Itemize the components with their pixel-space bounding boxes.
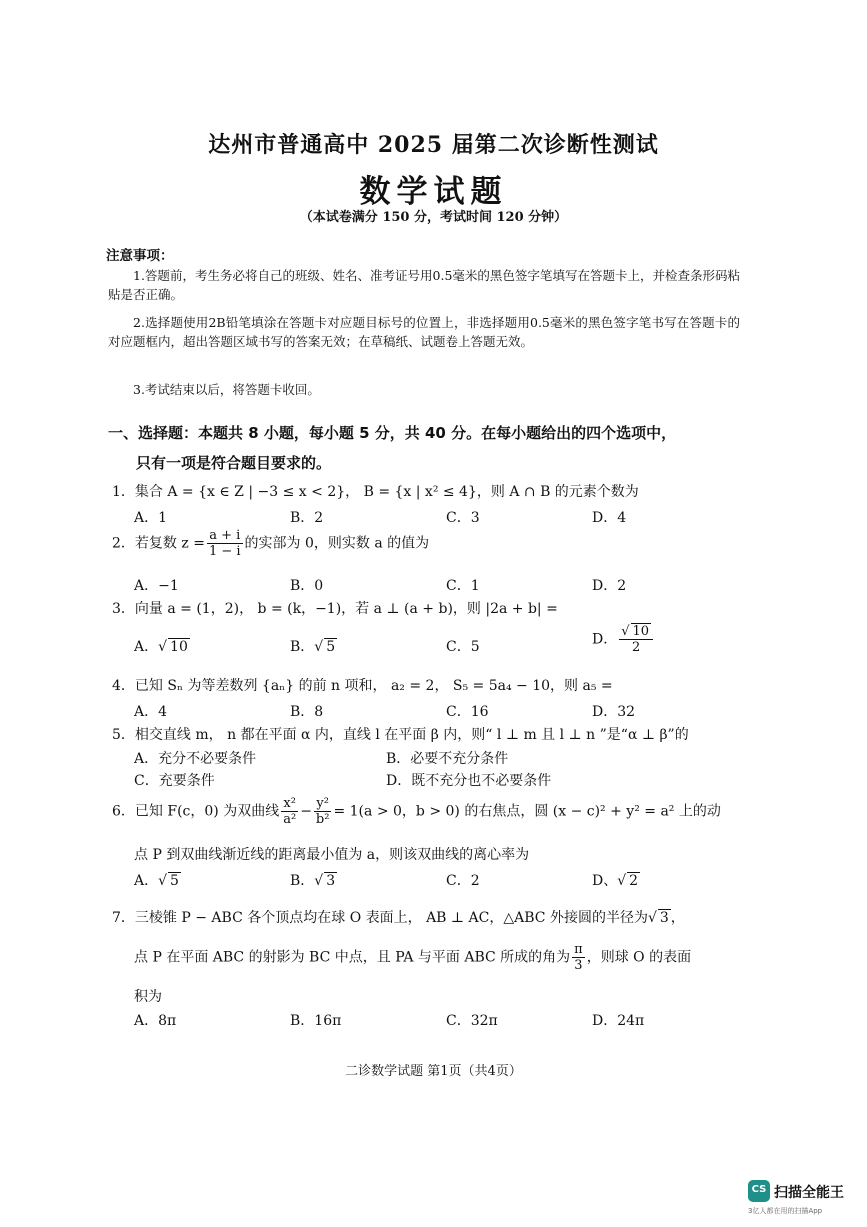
option-d: D．既不充分也不必要条件 [386, 773, 552, 789]
option-c: C．充要条件 [134, 773, 215, 789]
option-a: A．√ 5 [134, 873, 179, 889]
option-b: B．8 [290, 704, 324, 720]
fraction [619, 624, 653, 655]
subject-title: 数学试题 [359, 174, 508, 210]
option-label: D、 [592, 873, 618, 889]
watermark-name: 扫描全能王 [774, 1185, 844, 1201]
option-d: D．4 [592, 510, 627, 526]
option-a: A．√ 10 [134, 639, 188, 655]
option-c: C．32π [446, 1013, 498, 1029]
question-text: 点 P 在平面 ABC 的射影为 BC 中点，且 PA 与平面 ABC 所成的角为 [134, 949, 571, 966]
option-label: B． [290, 873, 315, 889]
fraction-denominator: a² [283, 812, 297, 827]
question-text: 已知 F(c，0) 为双曲线 [134, 803, 280, 820]
option-label: A． [134, 873, 159, 889]
page-footer: 二诊数学试题 第1页（共4页） [345, 1064, 522, 1079]
question-text: 集合 A = {x ∈ Z | −3 ≤ x < 2}， B = {x | x² ≤ 4}，则 A ∩ B 的元素个数为 [134, 484, 639, 500]
fraction-denominator: 2 [632, 640, 641, 655]
logo-icon-text: CS [751, 1184, 767, 1195]
option-label: D． [592, 631, 618, 648]
option-a: A．−1 [134, 578, 179, 594]
exam-subtitle: （本试卷满分 150 分，考试时间 120 分钟） [299, 210, 568, 225]
fraction [314, 796, 332, 827]
question-number: 4． [112, 678, 135, 694]
question-number: 3． [112, 601, 135, 617]
fraction [281, 796, 298, 827]
option-b: B．0 [290, 578, 324, 594]
question-text: 相交直线 m， n 都在平面 α 内，直线 l 在平面 β 内，则“ l ⊥ m 且 l ⊥ n ”是“α ⊥ β”的 [134, 727, 689, 743]
option-d [592, 624, 655, 655]
option-label: A． [134, 639, 159, 655]
watermark-tagline: 3亿人都在用的扫描App [748, 1207, 823, 1215]
sqrt-radicand: 3 [659, 910, 669, 926]
question-2 [112, 528, 429, 559]
fraction-denominator: 1 − i [208, 544, 241, 559]
question-text: 已知 Sₙ 为等差数列 {aₙ} 的前 n 项和， a₂ = 2， S₅ = 5a₄ − 10，则 a₅ = [134, 678, 613, 694]
question-7-cont: 积为 [134, 989, 162, 1005]
option-label: B． [290, 639, 315, 655]
fraction-denominator: 3 [574, 958, 583, 973]
option-d: D．2 [592, 578, 627, 594]
question-1 [112, 481, 639, 501]
fraction-numerator: π [574, 942, 583, 957]
question-text: 三棱锥 P − ABC 各个顶点均在球 O 表面上， AB ⊥ AC，△ABC 外接圆的半径为 [134, 910, 648, 926]
option-b: B．16π [290, 1013, 342, 1029]
question-6-cont: 点 P 到双曲线渐近线的距离最小值为 a，则该双曲线的离心率为 [134, 847, 530, 863]
option-d: D．32 [592, 704, 636, 720]
question-text: 的实部为 0，则实数 a 的值为 [244, 535, 430, 552]
sqrt-radicand: 10 [632, 624, 650, 639]
option-a: A．4 [134, 704, 168, 720]
option-b: B．必要不充分条件 [386, 751, 509, 767]
question-6 [112, 796, 721, 827]
sqrt-radicand: 5 [170, 873, 179, 889]
fraction-numerator: a + i [207, 528, 243, 544]
question-number: 6． [112, 803, 135, 820]
note-item: 3.考试结束以后，将答题卡收回。 [133, 382, 320, 397]
question-text: 向量 a = (1，2)， b = (k，−1)，若 a ⊥ (a + b)，则 |2a + b| = [134, 601, 558, 617]
sqrt-radicand: 10 [170, 639, 188, 655]
camscanner-watermark [748, 1180, 853, 1218]
sqrt-radicand: 2 [629, 873, 639, 889]
note-item: 2.选择题使用2B铅笔填涂在答题卡对应题目标号的位置上，非选择题用0.5毫米的黑色签字笔书写在答题卡的对应题框内，超出答题区域书写的答案无效；在草稿纸、试题卷上答题无效。 [108, 315, 740, 349]
option-d: D．24π [592, 1013, 645, 1029]
notes-heading: 注意事项： [106, 248, 174, 264]
option-c: C．5 [446, 639, 480, 655]
sqrt-radicand: 3 [326, 873, 336, 889]
option-c: C．3 [446, 510, 480, 526]
question-number: 1． [112, 484, 135, 500]
fraction-numerator: x² [281, 796, 298, 812]
question-3 [112, 598, 558, 618]
question-text: ， [670, 910, 685, 926]
question-text: = 1(a > 0，b > 0) 的右焦点，圆 (x − c)² + y² = a² 上的动 [333, 803, 721, 820]
option-c: C．1 [446, 578, 480, 594]
option-b: B．2 [290, 510, 324, 526]
exam-title: 达州市普通高中 2025 届第二次诊断性测试 [208, 132, 659, 158]
question-number: 5． [112, 727, 135, 743]
fraction-numerator: y² [314, 796, 332, 812]
section-heading: 一、选择题：本题共 8 小题，每小题 5 分，共 40 分。在每小题给出的四个选项中， [108, 424, 677, 442]
option-b: B．√ 3 [290, 873, 336, 889]
question-7: 7．三棱锥 P − ABC 各个顶点均在球 O 表面上， AB ⊥ AC，△ABC 外接圆的半径为√ 3 ， [112, 910, 685, 926]
fraction [207, 528, 243, 559]
fraction-denominator: b² [315, 812, 330, 827]
option-a: A．8π [134, 1013, 177, 1029]
question-text: ，则球 O 的表面 [586, 949, 692, 966]
option-c: C．2 [446, 873, 480, 889]
minus-sign: − [300, 803, 312, 820]
question-text: 若复数 z = [134, 535, 205, 552]
fraction [572, 942, 585, 973]
option-a: A．1 [134, 510, 168, 526]
option-c: C．16 [446, 704, 489, 720]
note-item: 1.答题前，考生务必将自己的班级、姓名、准考证号用0.5毫米的黑色签字笔填写在答题卡上，并检查条形码粘贴是否正确。 [108, 268, 740, 302]
option-d: D、√ 2 [592, 873, 639, 889]
question-5 [112, 724, 689, 744]
option-a: A．充分不必要条件 [134, 751, 257, 767]
question-number: 7． [112, 910, 135, 926]
section-heading-cont: 只有一项是符合题目要求的。 [136, 454, 332, 472]
option-b: B．√ 5 [290, 639, 336, 655]
sqrt-radicand: 5 [326, 639, 336, 655]
fraction-numerator: √ 10 [619, 624, 653, 640]
question-7-cont [134, 942, 691, 973]
question-number: 2． [112, 535, 135, 552]
question-4 [112, 675, 613, 695]
